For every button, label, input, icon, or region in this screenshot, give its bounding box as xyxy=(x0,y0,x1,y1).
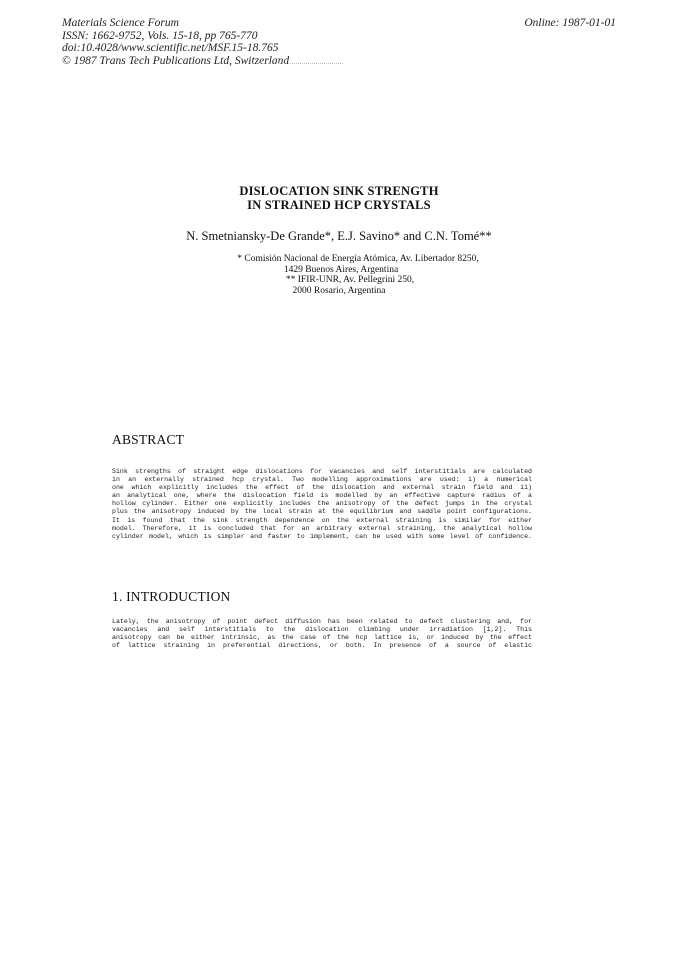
online-date: Online: 1987-01-01 xyxy=(524,17,616,29)
abstract-line: It is found that the sink strength dependence on the external straining is similar for either xyxy=(112,516,532,524)
introduction-line: anisotropy can be either intrinsic, as the case of the hcp lattice is, or induced by the effect xyxy=(112,634,532,642)
publication-header xyxy=(62,17,289,67)
abstract-line: Sink strengths of straight edge dislocations for vacancies and self interstitials are calculated xyxy=(112,468,532,475)
issn-line: ISSN: 1662-9752, Vols. 15-18, pp 765-770 xyxy=(62,29,258,42)
affiliations xyxy=(0,254,678,296)
doi-link[interactable]: doi:10.4028/www.scientific.net/MSF.15-18.765 xyxy=(62,42,279,54)
abstract-line: one which explicitly includes the effect of the dislocation and external strain field and ii) xyxy=(112,484,532,492)
introduction-body xyxy=(112,618,532,650)
abstract-line: model. Therefore, it is concluded that for an arbitrary external straining, the analytical hollow xyxy=(112,524,532,532)
affiliation-line-3: ** IFIR-UNR, Av. Pellegrini 250, xyxy=(285,275,415,285)
abstract-body xyxy=(112,468,532,541)
copyright-line: © 1987 Trans Tech Publications Ltd, Switzerland xyxy=(62,54,290,67)
introduction-line: vacancies and self interstitials to the dislocation climbing under irradiation [1,2]. This xyxy=(112,626,532,634)
introduction-line: Lately, the anisotropy of point defect diffusion has been related to defect clustering and, for xyxy=(112,618,532,625)
affiliation-line-1: * Comisión Nacional de Energía Atómica, Av. Libertador 8250, xyxy=(237,254,479,264)
paper-title xyxy=(0,184,678,212)
title-line-1: DISLOCATION SINK STRENGTH xyxy=(239,184,439,198)
author-list: N. Smetniansky-De Grande*, E.J. Savino* and C.N. Tomé** xyxy=(186,229,492,243)
introduction-line: of lattice straining in preferential directions, or both. In presence of a source of elastic xyxy=(112,642,532,650)
journal-name: Materials Science Forum xyxy=(62,17,179,29)
abstract-line: in an externally strained hcp crystal. Two modelling approximations are used: i) a numerical xyxy=(112,476,532,484)
introduction-heading: 1. INTRODUCTION xyxy=(112,589,231,604)
abstract-line: an analytical one, where the dislocation field is modelled by an effective capture radius of a xyxy=(112,492,532,500)
abstract-line: plus the anisotropy induced by the local strain at the equilibrium and saddle point configurations. xyxy=(112,508,532,516)
scan-artifact xyxy=(248,63,343,65)
affiliation-line-4: 2000 Rosario, Argentina xyxy=(292,285,386,296)
title-line-2: IN STRAINED HCP CRYSTALS xyxy=(247,198,431,212)
abstract-line: cylinder model, which is simpler and faster to implement, can be used with some level of confidence. xyxy=(112,532,532,540)
affiliation-line-2: 1429 Buenos Aires, Argentina xyxy=(283,264,399,275)
abstract-heading: ABSTRACT xyxy=(112,432,185,447)
abstract-line: hollow cylinder. Either one explicitly includes the anisotropy of the defect jumps in the crystal xyxy=(112,500,532,508)
